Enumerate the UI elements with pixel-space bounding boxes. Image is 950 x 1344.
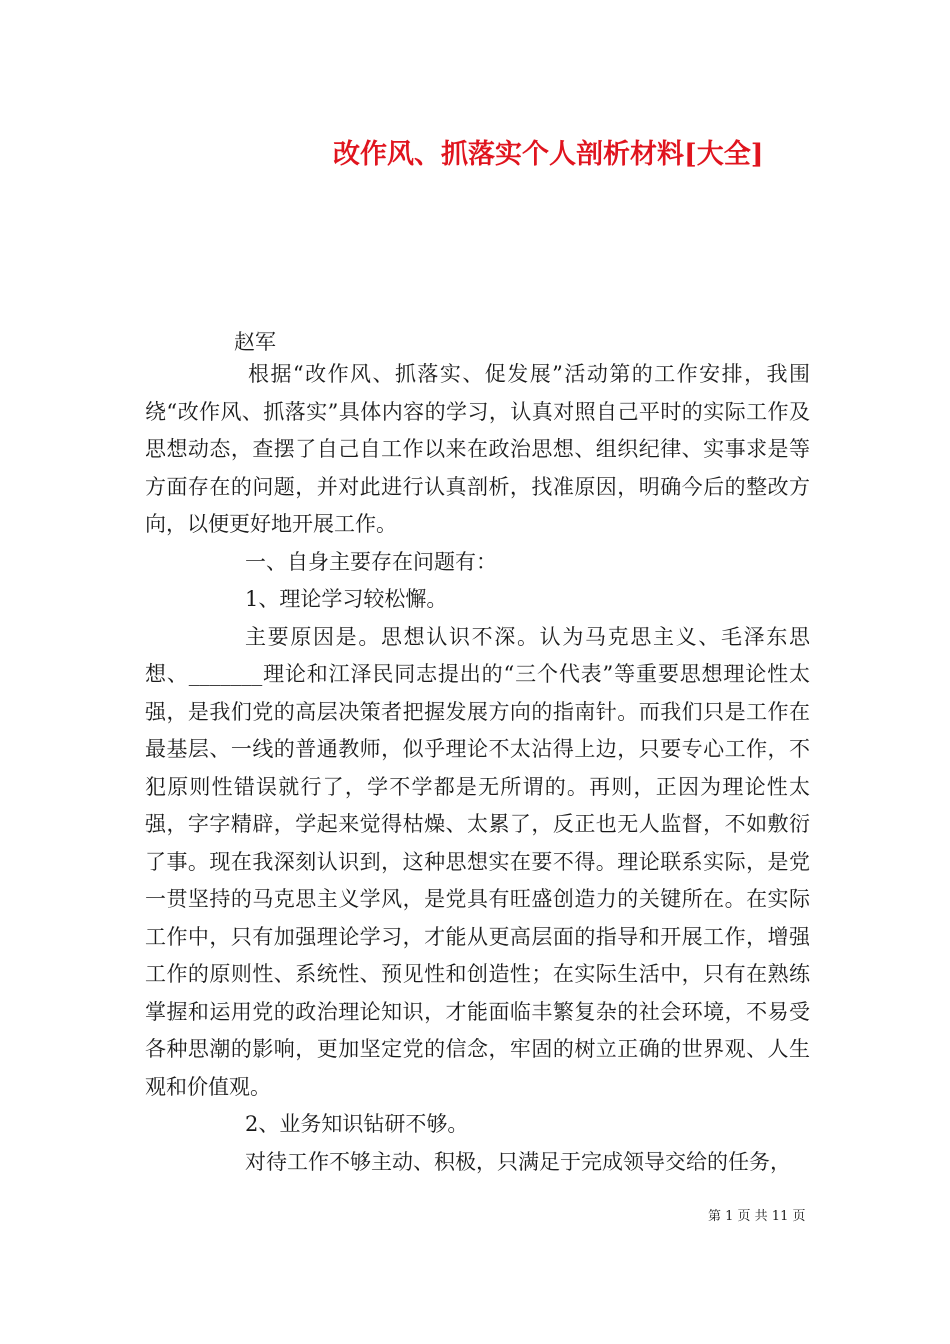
author-name: 赵军 xyxy=(234,330,276,354)
item-heading-business-knowledge: 2、业务知识钻研不够。 xyxy=(245,1112,469,1136)
item-heading-theory-study: 1、理论学习较松懈。 xyxy=(245,587,448,611)
section-heading-problems: 一、自身主要存在问题有： xyxy=(245,549,497,574)
paragraph-theory-reason: 主要原因是。思想认识不深。认为马克思主义、毛泽东思想、_______理论和江泽民同志提出的“三个代表”等重要思想理论性太强，是我们党的高层决策者把握发展方向的指南针。而我们只是工作在最基层、一线的普通教师，似乎理论不太沾得上边，只要专心工作，不犯原则性错误就行了，学不学都是无所谓的。再则，正因为理论性太强，字字精辟，学起来觉得枯燥、太累了，反正也无人监督，不如敷衍了事。现在我深刻认识到，这种思想实在要不得。理论联系实际，是党一贯坚持的马克思主义学风，是党具有旺盛创造力的关键所在。在实际工作中，只有加强理论学习，才能从更高层面的指导和开展工作，增强工作的原则性、系统性、预见性和创造性；在实际生活中，只有在熟练掌握和运用党的政治理论知识，才能面临丰繁复杂的社会环境，不易受各种思潮的影响，更加坚定党的信念，牢固的树立正确的世界观、人生观和价值观。 xyxy=(145,624,810,1099)
page-number-footer: 第 1 页 共 11 页 xyxy=(708,1209,806,1224)
paragraph-intro: 根据“改作风、抓落实、促发展”活动第的工作安排，我围绕“改作风、抓落实”具体内容的学习，认真对照自己平时的实际工作及思想动态，查摆了自己自工作以来在政治思想、组织纪律、实事求是等方面存在的问题，并对此进行认真剖析，找准原因，明确今后的整改方向，以便更好地开展工作。 xyxy=(145,362,810,536)
document-body xyxy=(145,356,810,1181)
document-title: 改作风、抓落实个人剖析材料[大全] xyxy=(333,139,764,170)
paragraph-business-knowledge: 对待工作不够主动、积极，只满足于完成领导交给的任务， xyxy=(245,1149,791,1174)
